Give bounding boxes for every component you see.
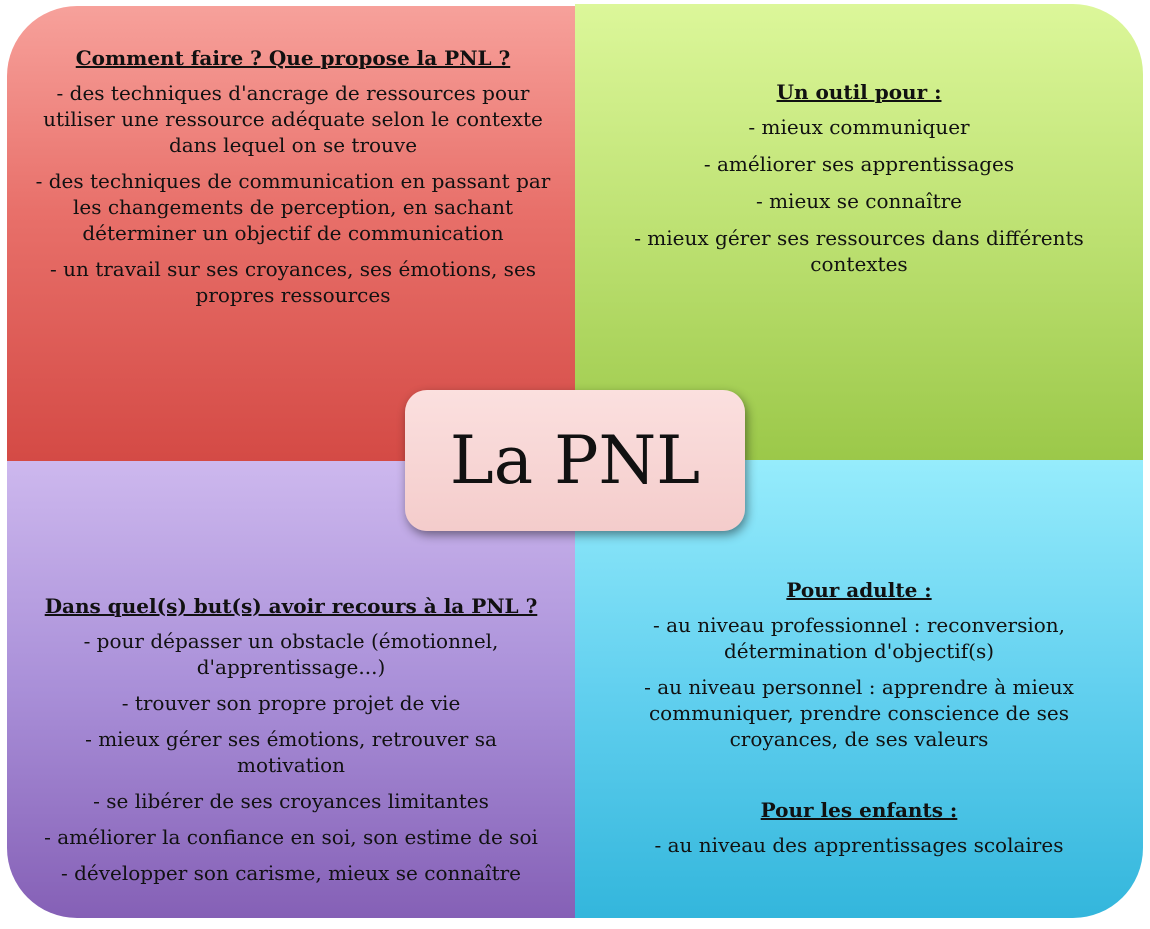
center-title: La PNL (449, 422, 701, 499)
adult-heading: Pour adulte : (786, 578, 932, 602)
quadrant-tool-item: - mieux communiquer (748, 115, 970, 139)
quadrant-how-heading: Comment faire ? Que propose la PNL ? (75, 46, 511, 70)
adult-item: - au niveau personnel : apprendre à mieux communiquer, prendre conscience de ses croyances, de ses valeurs (644, 675, 1074, 751)
quadrant-how-item: - un travail sur ses croyances, ses émotions, ses propres ressources (49, 257, 537, 307)
quadrant-how-item: - des techniques d'ancrage de ressources pour utiliser une ressource adéquate selon le contexte dans lequel on se trouve (43, 81, 543, 157)
quadrant-why-item: - améliorer la confiance en soi, son estime de soi (44, 825, 538, 849)
quadrant-tool-item: - mieux se connaître (755, 189, 963, 213)
quadrant-why-item: - développer son carisme, mieux se connaître (60, 861, 522, 885)
quadrant-tool-item: - améliorer ses apprentissages (703, 152, 1015, 176)
quadrant-tool-item: - mieux gérer ses ressources dans différents contextes (634, 226, 1084, 276)
quadrant-why-item: - mieux gérer ses émotions, retrouver sa motivation (85, 727, 497, 777)
quadrant-why-item: - pour dépasser un obstacle (émotionnel, d'apprentissage...) (83, 629, 499, 679)
quadrant-tool-heading: Un outil pour : (776, 80, 942, 104)
quadrant-how-item: - des techniques de communication en passant par les changements de perception, en sachant déterminer un objectif de communication (35, 169, 551, 245)
quadrant-why-item: - trouver son propre projet de vie (121, 691, 461, 715)
center-title-box (405, 390, 745, 531)
children-item: - au niveau des apprentissages scolaires (654, 833, 1064, 857)
quadrant-why-item: - se libérer de ses croyances limitantes (93, 789, 489, 813)
children-heading: Pour les enfants : (760, 798, 958, 822)
quadrant-why-heading: Dans quel(s) but(s) avoir recours à la PNL ? (44, 594, 538, 618)
adult-item: - au niveau professionnel : reconversion, détermination d'objectif(s) (652, 613, 1066, 663)
